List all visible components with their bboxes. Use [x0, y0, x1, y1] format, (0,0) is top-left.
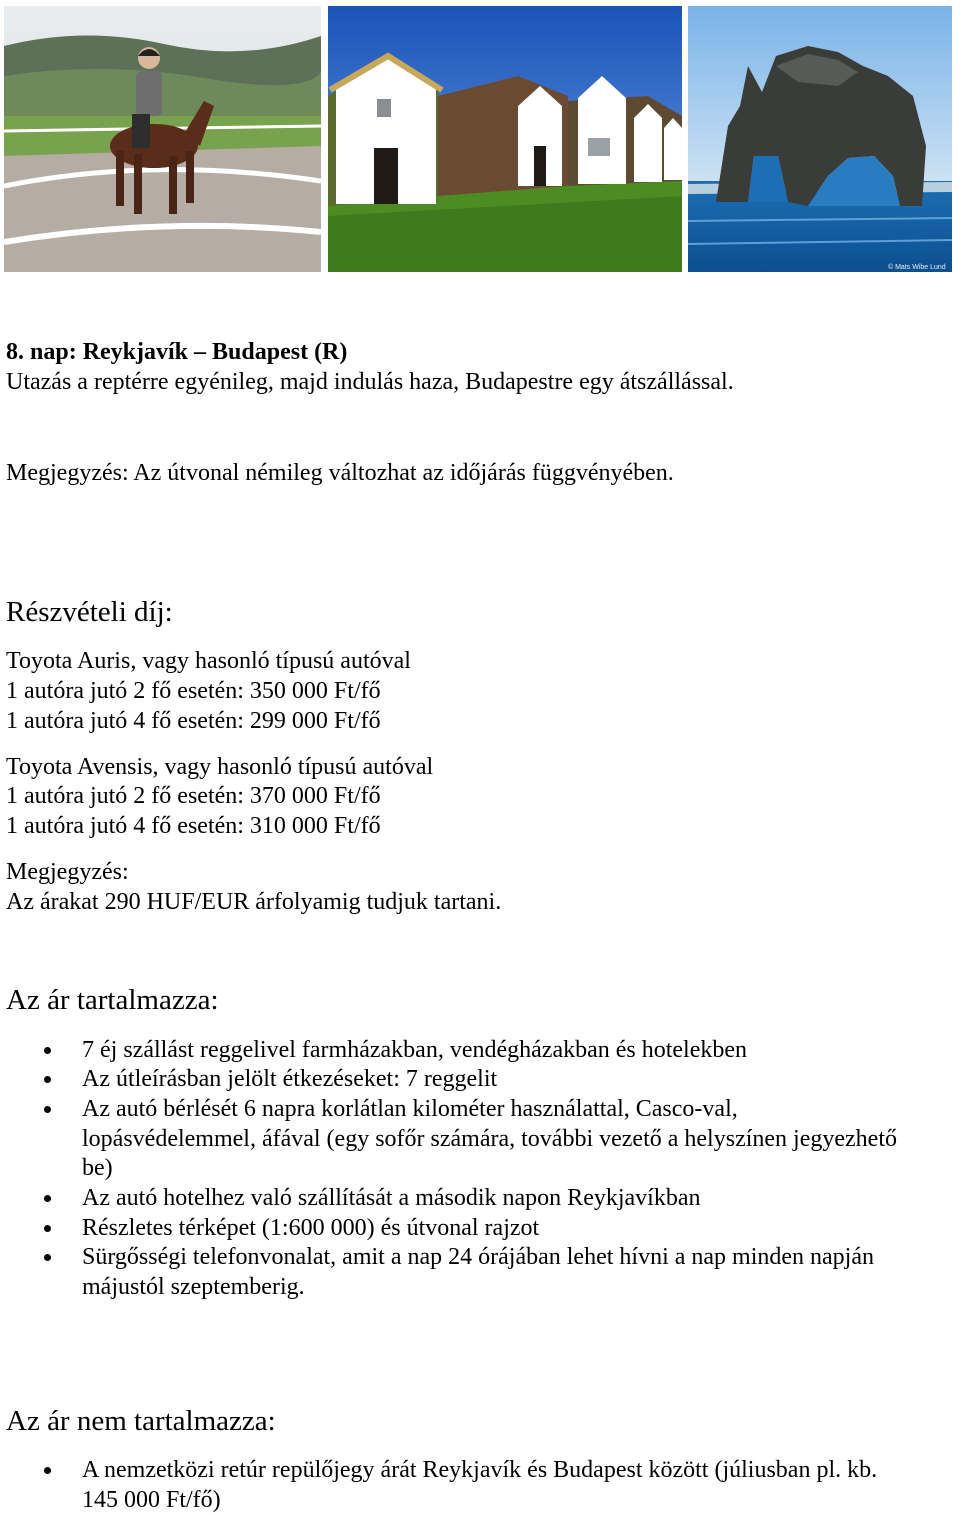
included-item-map: Részletes térképet (1:600 000) és útvonal rajzot — [82, 1215, 540, 1241]
included-heading: Az ár tartalmazza: — [6, 984, 219, 1016]
day8-title: 8. nap: Reykjavík – Budapest (R) — [6, 339, 348, 365]
horse-rider-photo — [4, 6, 321, 272]
included-item-hotline-line1: Sürgősségi telefonvonalat, amit a nap 24 órájában lehet hívni a nap minden napján — [82, 1244, 874, 1270]
bullet-icon — [44, 1254, 51, 1261]
excluded-item-flight-line2: 145 000 Ft/fő) — [82, 1487, 221, 1513]
day8-text: Utazás a reptérre egyénileg, majd indulás haza, Budapestre egy átszállással. — [6, 369, 734, 395]
route-note: Megjegyzés: Az útvonal némileg változhat az időjárás függvényében. — [6, 460, 674, 486]
bullet-icon — [44, 1195, 51, 1202]
included-item-hotline-line2: májustól szeptemberig. — [82, 1274, 305, 1300]
avensis-title: Toyota Avensis, vagy hasonló típusú autóval — [6, 754, 434, 780]
included-item-breakfast: Az útleírásban jelölt étkezéseket: 7 reggelit — [82, 1066, 498, 1092]
photo-watermark: © Mats Wibe Lund — [888, 264, 946, 271]
excluded-heading: Az ár nem tartalmazza: — [6, 1405, 276, 1437]
included-item-car-rental-line1: Az autó bérlését 6 napra korlátlan kilométer használattal, Casco-val, — [82, 1096, 738, 1122]
fee-note-label: Megjegyzés: — [6, 859, 129, 885]
auris-price-4: 1 autóra jutó 4 fő esetén: 299 000 Ft/fő — [6, 708, 381, 734]
avensis-price-2: 1 autóra jutó 2 fő esetén: 370 000 Ft/fő — [6, 783, 381, 809]
included-item-car-rental-line3: be) — [82, 1155, 113, 1181]
bullet-icon — [44, 1047, 51, 1054]
included-item-accommodation: 7 éj szállást reggelivel farmházakban, vendégházakban és hotelekben — [82, 1037, 748, 1063]
bullet-icon — [44, 1467, 51, 1474]
bullet-icon — [44, 1106, 51, 1113]
excluded-item-flight-line1: A nemzetközi retúr repülőjegy árát Reykjavík és Budapest között (júliusban pl. kb. — [82, 1457, 878, 1483]
bullet-icon — [44, 1076, 51, 1083]
included-item-car-rental-line2: lopásvédelemmel, áfával (egy sofőr számára, további vezető a helyszínen jegyezhető — [82, 1126, 897, 1152]
turf-houses-photo — [328, 6, 682, 272]
auris-title: Toyota Auris, vagy hasonló típusú autóval — [6, 648, 411, 674]
fee-heading: Részvételi díj: — [6, 596, 173, 628]
bullet-icon — [44, 1225, 51, 1232]
sea-rock-photo — [688, 6, 952, 272]
auris-price-2: 1 autóra jutó 2 fő esetén: 350 000 Ft/fő — [6, 678, 381, 704]
avensis-price-4: 1 autóra jutó 4 fő esetén: 310 000 Ft/fő — [6, 813, 381, 839]
fee-note-text: Az árakat 290 HUF/EUR árfolyamig tudjuk tartani. — [6, 889, 502, 915]
included-item-car-delivery: Az autó hotelhez való szállítását a második napon Reykjavíkban — [82, 1185, 701, 1211]
